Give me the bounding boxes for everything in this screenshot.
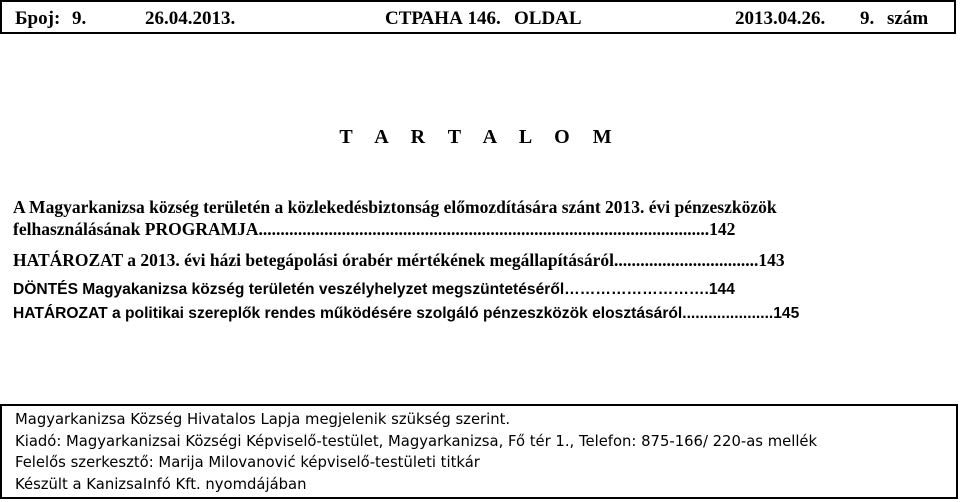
imprint-publisher: Kiadó: Magyarkanizsai Községi Képviselő-testület, Magyarkanizsa, Fő tér 1., Telefon: 875-166/ 220-as mellék [15, 432, 818, 450]
page-label-hungarian: OLDAL [514, 8, 582, 29]
toc-title: T A R T A L O M [339, 126, 621, 148]
toc-entry-1-line-2[interactable]: felhasználásának PROGRAMJA.......................................................................................................142 [13, 219, 736, 239]
page-number-serbian: СТРАНА 146. [385, 8, 501, 29]
imprint-printer: Készült a KanizsaInfó Kft. nyomdájában [15, 475, 307, 493]
toc-entry-1-line-1[interactable]: A Magyarkanizsa község területén a közlekedésbiztonság előmozdítására szánt 2013. évi pénzeszközök [13, 197, 777, 217]
issue-number-serbian: 9. [72, 8, 87, 29]
toc-entry-2[interactable]: HATÁROZAT a 2013. évi házi betegápolási órabér mértékének megállapításáról.................................143 [13, 250, 785, 270]
page-header [0, 0, 956, 34]
imprint-editor: Felelős szerkesztő: Marija Milovanović képviselő-testületi titkár [15, 454, 480, 471]
issue-label-hungarian: szám [887, 8, 929, 29]
imprint-box [0, 404, 958, 499]
toc-entry-4[interactable]: HATÁROZAT a politikai szereplők rendes működésére szolgáló pénzeszközök elosztásáról.....................145 [13, 305, 800, 322]
date-hungarian: 2013.04.26. [735, 8, 826, 29]
toc-entry-3[interactable]: DÖNTÉS Magyakanizsa község területén veszélyhelyzet megszüntetéséről……………………….144 [13, 281, 735, 298]
issue-number-hungarian: 9. [860, 8, 875, 29]
imprint-publication-note: Magyarkanizsa Község Hivatalos Lapja megjelenik szükség szerint. [15, 411, 511, 428]
issue-label-serbian: Број: [15, 8, 61, 29]
date-serbian: 26.04.2013. [145, 8, 236, 29]
